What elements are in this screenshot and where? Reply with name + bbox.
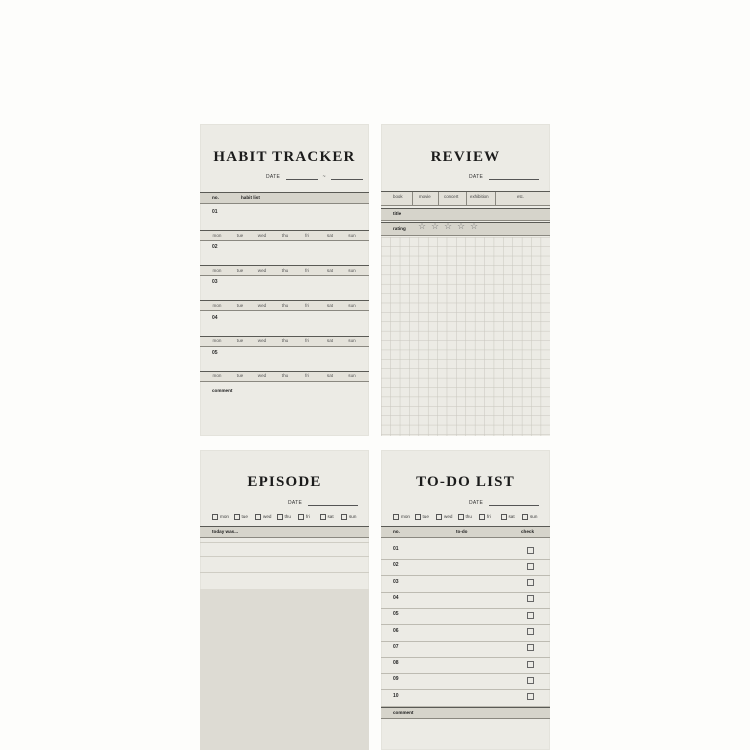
todo-row	[381, 559, 550, 576]
todo-task-field[interactable]	[409, 543, 509, 558]
habit-name-field[interactable]	[230, 312, 363, 326]
todo-day-mon[interactable]	[393, 514, 410, 520]
habit-day-fri[interactable]: fri	[305, 373, 309, 379]
review-cat-divider	[438, 192, 439, 205]
habit-row-number: 01	[212, 209, 218, 215]
todo-card	[381, 450, 550, 750]
review-card	[381, 124, 550, 436]
todo-row	[381, 625, 550, 642]
habit-day-thu[interactable]: thu	[281, 232, 289, 238]
habit-day-band	[200, 336, 369, 347]
todo-row-number: 06	[393, 627, 399, 634]
habit-comment-label: comment	[212, 388, 233, 393]
todo-row-number: 01	[393, 546, 399, 552]
habit-day-mon[interactable]: mon	[212, 373, 222, 379]
todo-day-label: sun	[530, 514, 538, 520]
todo-task-field[interactable]	[409, 576, 509, 591]
todo-col-todo: to-do	[456, 529, 468, 534]
todo-comment-band	[381, 707, 550, 719]
checkbox-icon[interactable]	[415, 514, 421, 520]
habit-name-field[interactable]	[230, 241, 363, 255]
todo-check-box[interactable]	[527, 693, 534, 700]
todo-row-number: 09	[393, 676, 399, 683]
habit-name-field[interactable]	[230, 276, 363, 290]
checkbox-icon[interactable]	[341, 514, 347, 520]
habit-day-wed[interactable]: wed	[257, 338, 267, 344]
habit-day-sat[interactable]: sat	[326, 232, 334, 238]
habit-day-sat[interactable]: sat	[326, 338, 334, 344]
todo-row-number: 07	[393, 643, 399, 650]
habit-day-wed[interactable]: wed	[257, 267, 267, 273]
habit-day-mon[interactable]: mon	[212, 338, 222, 344]
habit-date-label: DATE	[266, 174, 281, 180]
review-grid-area[interactable]	[381, 237, 550, 436]
habit-day-fri[interactable]: fri	[305, 302, 309, 308]
episode-date-field[interactable]	[308, 500, 358, 506]
episode-day-label: fri	[306, 514, 310, 520]
habit-tracker-card	[200, 124, 369, 436]
checkbox-icon[interactable]	[393, 514, 399, 520]
episode-today-band	[200, 526, 369, 538]
habit-day-fri[interactable]: fri	[305, 338, 309, 344]
todo-check-box[interactable]	[527, 563, 534, 570]
todo-date-field[interactable]	[489, 500, 539, 506]
todo-day-label: mon	[401, 514, 410, 520]
habit-day-band	[200, 265, 369, 276]
todo-comment-label: comment	[393, 710, 414, 715]
episode-day-label: mon	[220, 514, 229, 520]
habit-day-thu[interactable]: thu	[281, 373, 289, 379]
review-cat-movie[interactable]: movie	[419, 194, 431, 199]
habit-day-tue[interactable]: tue	[236, 338, 244, 344]
review-title-label: title	[393, 211, 402, 216]
todo-day-label: fri	[487, 514, 491, 520]
habit-day-mon[interactable]: mon	[212, 267, 222, 273]
review-date-label: DATE	[469, 174, 484, 180]
habit-row-number: 05	[212, 349, 218, 356]
review-cat-book[interactable]: book	[393, 194, 403, 199]
episode-day-label: tue	[241, 514, 248, 520]
todo-check-box[interactable]	[527, 579, 534, 586]
episode-title: EPISODE	[247, 474, 322, 490]
episode-day-mon[interactable]	[212, 514, 229, 520]
habit-day-sat[interactable]: sat	[326, 302, 334, 308]
todo-row	[381, 673, 550, 690]
todo-row-number: 04	[393, 594, 399, 601]
review-category-band	[381, 191, 550, 206]
habit-day-sun[interactable]: sun	[348, 302, 356, 308]
todo-row-number: 05	[393, 611, 399, 618]
star-icon[interactable]: ☆	[418, 221, 427, 231]
todo-task-field[interactable]	[409, 673, 509, 688]
habit-day-sun[interactable]: sun	[348, 373, 356, 379]
habit-day-tue[interactable]: tue	[236, 302, 244, 308]
todo-day-label: thu	[465, 514, 472, 520]
todo-task-field[interactable]	[409, 625, 509, 640]
habit-day-thu[interactable]: thu	[281, 338, 289, 344]
habit-day-wed[interactable]: wed	[257, 373, 267, 379]
habit-date-separator: ~	[322, 174, 326, 180]
checkbox-icon[interactable]	[212, 514, 218, 520]
review-cat-divider	[495, 192, 496, 205]
review-cat-divider	[412, 192, 413, 205]
episode-day-sat[interactable]	[320, 514, 334, 520]
todo-task-field[interactable]	[409, 608, 509, 623]
episode-card	[200, 450, 369, 750]
review-cat-concert[interactable]: concert	[444, 194, 459, 199]
review-date-line	[469, 174, 539, 180]
checkbox-icon[interactable]	[255, 514, 261, 520]
episode-day-sun[interactable]	[341, 514, 356, 520]
todo-row-number: 03	[393, 578, 399, 585]
checkbox-icon[interactable]	[277, 514, 283, 520]
todo-task-field[interactable]	[409, 690, 509, 705]
todo-check-box[interactable]	[527, 628, 534, 635]
habit-day-band	[200, 300, 369, 311]
habit-day-thu[interactable]: thu	[281, 267, 289, 273]
episode-line	[200, 572, 369, 573]
checkbox-icon[interactable]	[522, 514, 528, 520]
todo-row	[381, 608, 550, 625]
episode-day-fri[interactable]	[298, 514, 310, 520]
review-cat-exhibition[interactable]: exhibition	[470, 194, 489, 199]
checkbox-icon[interactable]	[320, 514, 326, 520]
habit-row-number: 02	[212, 244, 218, 251]
habit-day-tue[interactable]: tue	[236, 267, 244, 273]
todo-day-sat[interactable]	[501, 514, 515, 520]
episode-line	[200, 542, 369, 543]
habit-date-line	[266, 174, 363, 180]
todo-row	[381, 543, 550, 560]
review-rating-band	[381, 222, 550, 236]
habit-name-field[interactable]	[230, 206, 363, 220]
todo-row-number: 10	[393, 692, 399, 699]
episode-day-label: wed	[263, 514, 272, 520]
review-cat-divider	[466, 192, 467, 205]
todo-day-label: tue	[422, 514, 429, 520]
episode-day-thu[interactable]	[277, 514, 291, 520]
todo-check-box[interactable]	[527, 547, 534, 554]
star-icon[interactable]: ☆	[457, 221, 466, 231]
episode-date-label: DATE	[288, 500, 303, 506]
checkbox-icon[interactable]	[458, 514, 464, 520]
episode-day-label: thu	[284, 514, 291, 520]
todo-day-label: wed	[444, 514, 453, 520]
todo-col-no: no.	[393, 529, 400, 534]
habit-day-sat[interactable]: sat	[326, 373, 334, 379]
review-rating-label: rating	[393, 226, 406, 231]
checkbox-icon[interactable]	[501, 514, 507, 520]
todo-task-field[interactable]	[409, 657, 509, 672]
todo-row	[381, 690, 550, 707]
habit-day-fri[interactable]: fri	[305, 232, 309, 238]
star-icon[interactable]: ☆	[444, 221, 453, 231]
checkbox-icon[interactable]	[234, 514, 240, 520]
todo-row-number: 08	[393, 660, 399, 667]
todo-check-box[interactable]	[527, 661, 534, 668]
todo-row	[381, 641, 550, 658]
review-title: REVIEW	[430, 149, 501, 165]
todo-row-number: 02	[393, 562, 399, 569]
episode-date-line	[288, 500, 358, 506]
todo-row	[381, 657, 550, 674]
habit-day-sun[interactable]: sun	[348, 232, 356, 238]
episode-day-tue[interactable]	[234, 514, 248, 520]
todo-check-box[interactable]	[527, 677, 534, 684]
review-title-band	[381, 208, 550, 221]
habit-day-thu[interactable]: thu	[281, 302, 289, 308]
episode-day-wed[interactable]	[255, 514, 271, 520]
todo-check-box[interactable]	[527, 595, 534, 602]
checkbox-icon[interactable]	[298, 514, 304, 520]
todo-row	[381, 592, 550, 609]
habit-day-mon[interactable]: mon	[212, 232, 222, 238]
habit-day-sat[interactable]: sat	[326, 267, 334, 273]
todo-day-fri[interactable]	[479, 514, 491, 520]
star-icon[interactable]: ☆	[470, 221, 479, 231]
todo-check-box[interactable]	[527, 644, 534, 651]
star-icon[interactable]: ☆	[431, 221, 440, 231]
habit-day-sun[interactable]: sun	[348, 338, 356, 344]
todo-date-label: DATE	[469, 500, 484, 506]
review-cat-etc[interactable]: etc.	[517, 194, 525, 199]
todo-day-tue[interactable]	[415, 514, 429, 520]
habit-day-band	[200, 230, 369, 241]
habit-day-wed[interactable]: wed	[257, 232, 267, 238]
habit-day-band	[200, 371, 369, 382]
habit-row-number: 04	[212, 314, 218, 321]
habit-name-field[interactable]	[230, 347, 363, 361]
review-date-field[interactable]	[489, 174, 539, 180]
habit-row-number: 03	[212, 279, 218, 286]
todo-date-line	[469, 500, 539, 506]
habit-day-wed[interactable]: wed	[257, 302, 267, 308]
todo-header-band	[381, 526, 550, 538]
todo-task-field[interactable]	[409, 641, 509, 656]
habit-day-tue[interactable]: tue	[236, 232, 244, 238]
todo-check-box[interactable]	[527, 612, 534, 619]
habit-col-list: habit list	[241, 195, 260, 200]
todo-task-field[interactable]	[409, 559, 509, 574]
episode-today-label: today was...	[212, 529, 239, 534]
todo-task-field[interactable]	[409, 592, 509, 607]
habit-col-no: no.	[212, 195, 219, 200]
habit-date-start-field[interactable]	[286, 174, 318, 180]
todo-title: TO-DO LIST	[416, 474, 515, 490]
todo-day-label: sat	[508, 514, 515, 520]
habit-day-mon[interactable]: mon	[212, 302, 222, 308]
todo-col-check: check	[521, 529, 535, 534]
habit-day-tue[interactable]: tue	[236, 373, 244, 379]
checkbox-icon[interactable]	[436, 514, 442, 520]
checkbox-icon[interactable]	[479, 514, 485, 520]
todo-row	[381, 576, 550, 593]
episode-day-label: sun	[349, 514, 357, 520]
episode-line	[200, 556, 369, 557]
habit-date-end-field[interactable]	[331, 174, 363, 180]
habit-day-fri[interactable]: fri	[305, 267, 309, 273]
habit-tracker-title: HABIT TRACKER	[213, 149, 356, 165]
episode-free-area[interactable]	[200, 589, 369, 750]
habit-day-sun[interactable]: sun	[348, 267, 356, 273]
habit-header-band	[200, 192, 369, 204]
todo-day-sun[interactable]	[522, 514, 537, 520]
todo-day-wed[interactable]	[436, 514, 452, 520]
todo-day-thu[interactable]	[458, 514, 472, 520]
episode-day-label: sat	[327, 514, 334, 520]
